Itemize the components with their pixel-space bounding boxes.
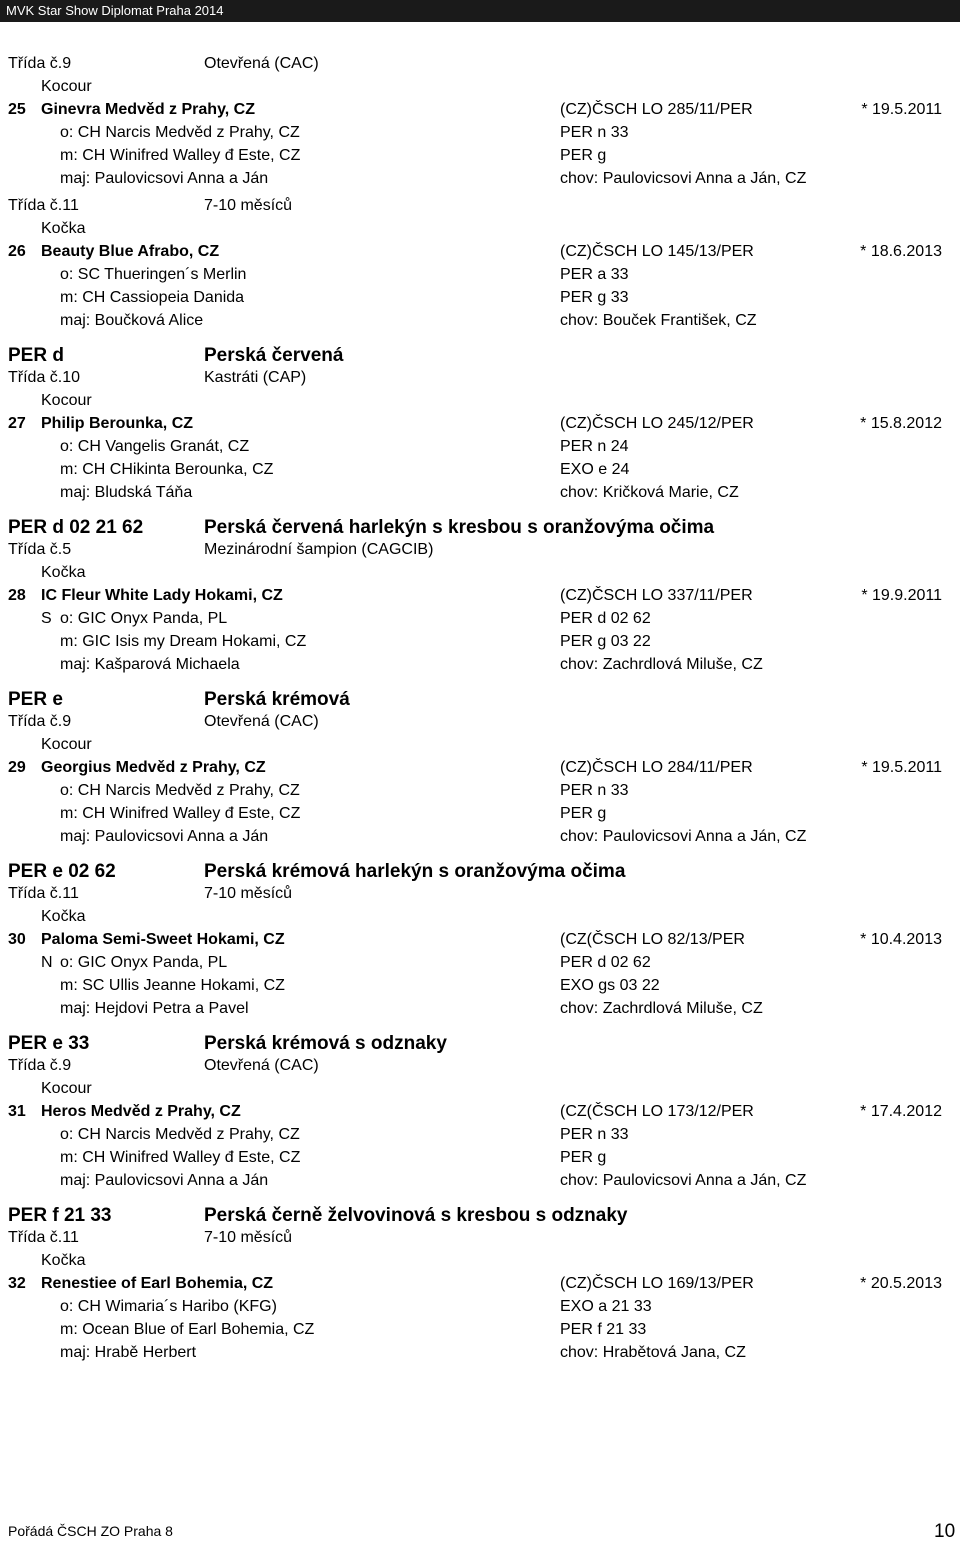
mother-row	[0, 802, 960, 825]
sex-row	[0, 1249, 960, 1272]
mother: m: CH Winifred Walley đ Este, CZ	[60, 1149, 301, 1166]
class-number: Třída č.5	[8, 541, 72, 558]
birth-date: * 15.8.2012	[860, 415, 942, 432]
father-ems: PER n 24	[560, 438, 629, 455]
cat-name: Heros Medvěd z Prahy, CZ	[41, 1103, 241, 1120]
cat-name: Ginevra Medvěd z Prahy, CZ	[41, 101, 255, 118]
class-row	[0, 1226, 960, 1249]
owner-row	[0, 1341, 960, 1364]
category-name: Perská krémová s odznaky	[204, 1033, 447, 1054]
father: o: SC Thueringen´s Merlin	[60, 266, 247, 283]
entry-row	[0, 1100, 960, 1123]
mother-row	[0, 974, 960, 997]
birth-date: * 19.5.2011	[861, 759, 942, 776]
class-name: Kastráti (CAP)	[204, 369, 307, 386]
father: o: GIC Onyx Panda, PL	[60, 954, 228, 971]
registration-number: (CZ)ČSCH LO 245/12/PER	[560, 415, 754, 432]
sex-row	[0, 1077, 960, 1100]
mother: m: SC Ullis Jeanne Hokami, CZ	[60, 977, 285, 994]
class-number: Třída č.9	[8, 713, 72, 730]
owner-row	[0, 825, 960, 848]
father-row	[0, 263, 960, 286]
cat-name: Georgius Medvěd z Prahy, CZ	[41, 759, 266, 776]
birth-date: * 18.6.2013	[860, 243, 942, 260]
mother-ems: PER g	[560, 805, 607, 822]
mother-row	[0, 286, 960, 309]
category-code: PER f 21 33	[8, 1205, 112, 1226]
category-code: PER e	[8, 689, 63, 710]
class-number: Třída č.9	[8, 55, 72, 72]
mother: m: CH CHikinta Berounka, CZ	[60, 461, 274, 478]
sex-label: Kočka	[41, 220, 86, 237]
entry-row	[0, 1272, 960, 1295]
father-ems: PER n 33	[560, 782, 629, 799]
entry-number: 25	[8, 101, 26, 118]
entry-row	[0, 240, 960, 263]
class-number: Třída č.11	[8, 1229, 79, 1246]
sex-row	[0, 217, 960, 240]
cat-name: Renestiee of Earl Bohemia, CZ	[41, 1275, 274, 1292]
father: o: CH Narcis Medvěd z Prahy, CZ	[60, 782, 300, 799]
sex-label: Kocour	[41, 1080, 92, 1097]
breeder: chov: Paulovicsovi Anna a Ján, CZ	[560, 1172, 807, 1189]
entry-row	[0, 412, 960, 435]
class-row	[0, 710, 960, 733]
mother-row	[0, 144, 960, 167]
entry-row	[0, 756, 960, 779]
page-number: 10	[934, 1521, 956, 1542]
category-name: Perská červená harlekýn s kresbou s oranžovýma očima	[204, 517, 715, 538]
class-name: 7-10 měsíců	[204, 1229, 293, 1246]
father: o: GIC Onyx Panda, PL	[60, 610, 228, 627]
sex-label: Kočka	[41, 564, 86, 581]
birth-date: * 10.4.2013	[860, 931, 942, 948]
category-code: PER e 02 62	[8, 861, 116, 882]
class-row	[0, 366, 960, 389]
entry-flag: S	[41, 610, 52, 627]
owner-row	[0, 481, 960, 504]
class-name: Otevřená (CAC)	[204, 55, 319, 72]
breeder: chov: Hrabětová Jana, CZ	[560, 1344, 746, 1361]
class-row	[0, 1054, 960, 1077]
father: o: CH Vangelis Granát, CZ	[60, 438, 250, 455]
sex-row	[0, 733, 960, 756]
registration-number: (CZ)ČSCH LO 169/13/PER	[560, 1275, 754, 1292]
sex-label: Kocour	[41, 392, 92, 409]
registration-number: (CZ)ČSCH LO 285/11/PER	[560, 101, 753, 118]
mother-ems: PER g	[560, 1149, 607, 1166]
class-name: 7-10 měsíců	[204, 885, 293, 902]
owner: maj: Kašparová Michaela	[60, 656, 240, 673]
owner-row	[0, 1169, 960, 1192]
breeder: chov: Bouček František, CZ	[560, 312, 757, 329]
owner: maj: Paulovicsovi Anna a Ján	[60, 1172, 269, 1189]
mother: m: CH Winifred Walley đ Este, CZ	[60, 805, 301, 822]
owner: maj: Paulovicsovi Anna a Ján	[60, 170, 269, 187]
registration-number: (CZ(ČSCH LO 173/12/PER	[560, 1103, 754, 1120]
class-row	[0, 52, 960, 75]
birth-date: * 19.5.2011	[861, 101, 942, 118]
mother: m: CH Cassiopeia Danida	[60, 289, 245, 306]
entry-number: 26	[8, 243, 26, 260]
class-row	[0, 882, 960, 905]
mother: m: CH Winifred Walley đ Este, CZ	[60, 147, 301, 164]
father-row	[0, 951, 960, 974]
category-code: PER d	[8, 345, 64, 366]
owner: maj: Hejdovi Petra a Pavel	[60, 1000, 249, 1017]
entry-number: 29	[8, 759, 26, 776]
cat-name: Beauty Blue Afrabo, CZ	[41, 243, 220, 260]
page-header	[0, 0, 960, 22]
father-row	[0, 1295, 960, 1318]
father: o: CH Narcis Medvěd z Prahy, CZ	[60, 124, 300, 141]
class-row	[0, 538, 960, 561]
owner-row	[0, 653, 960, 676]
owner-row	[0, 997, 960, 1020]
father: o: CH Narcis Medvěd z Prahy, CZ	[60, 1126, 300, 1143]
owner: maj: Hrabě Herbert	[60, 1344, 197, 1361]
class-number: Třída č.11	[8, 197, 79, 214]
mother-row	[0, 1318, 960, 1341]
class-name: Otevřená (CAC)	[204, 713, 319, 730]
entry-number: 28	[8, 587, 26, 604]
sex-row	[0, 905, 960, 928]
category-code: PER d 02 21 62	[8, 517, 144, 538]
cat-name: Philip Berounka, CZ	[41, 415, 194, 432]
owner: maj: Boučková Alice	[60, 312, 204, 329]
entry-row	[0, 928, 960, 951]
category-name: Perská černě želvovinová s kresbou s odznaky	[204, 1205, 628, 1226]
registration-number: (CZ)ČSCH LO 337/11/PER	[560, 587, 753, 604]
entry-row	[0, 584, 960, 607]
breeder: chov: Kričková Marie, CZ	[560, 484, 739, 501]
father-ems: PER n 33	[560, 124, 629, 141]
mother-row	[0, 458, 960, 481]
father-row	[0, 1123, 960, 1146]
mother-row	[0, 630, 960, 653]
birth-date: * 19.9.2011	[861, 587, 942, 604]
entry-number: 31	[8, 1103, 26, 1120]
mother-ems: PER g	[560, 147, 607, 164]
entry-number: 30	[8, 931, 26, 948]
cat-name: IC Fleur White Lady Hokami, CZ	[41, 587, 283, 604]
entry-number: 32	[8, 1275, 26, 1292]
entry-flag: N	[41, 954, 53, 971]
class-name: Otevřená (CAC)	[204, 1057, 319, 1074]
father-ems: PER d 02 62	[560, 610, 651, 627]
mother-ems: PER g 33	[560, 289, 629, 306]
birth-date: * 17.4.2012	[860, 1103, 942, 1120]
sex-label: Kocour	[41, 78, 92, 95]
breeder: chov: Paulovicsovi Anna a Ján, CZ	[560, 170, 807, 187]
birth-date: * 20.5.2013	[860, 1275, 942, 1292]
class-number: Třída č.9	[8, 1057, 72, 1074]
mother-ems: EXO gs 03 22	[560, 977, 660, 994]
mother: m: GIC Isis my Dream Hokami, CZ	[60, 633, 307, 650]
owner-row	[0, 167, 960, 190]
owner: maj: Bludská Táňa	[60, 484, 193, 501]
father-ems: PER d 02 62	[560, 954, 651, 971]
breeder: chov: Zachrdlová Miluše, CZ	[560, 656, 763, 673]
sex-label: Kocour	[41, 736, 92, 753]
father-row	[0, 779, 960, 802]
breeder: chov: Paulovicsovi Anna a Ján, CZ	[560, 828, 807, 845]
owner-row	[0, 309, 960, 332]
footer-text: Pořádá ČSCH ZO Praha 8	[8, 1523, 173, 1539]
sex-label: Kočka	[41, 1252, 86, 1269]
registration-number: (CZ(ČSCH LO 82/13/PER	[560, 931, 745, 948]
category-name: Perská krémová harlekýn s oranžovýma očima	[204, 861, 626, 882]
breeder: chov: Zachrdlová Miluše, CZ	[560, 1000, 763, 1017]
sex-row	[0, 389, 960, 412]
class-name: Mezinárodní šampion (CAGCIB)	[204, 541, 434, 558]
registration-number: (CZ)ČSCH LO 284/11/PER	[560, 759, 753, 776]
class-name: 7-10 měsíců	[204, 197, 293, 214]
sex-row	[0, 75, 960, 98]
category-code: PER e 33	[8, 1033, 90, 1054]
mother-ems: EXO e 24	[560, 461, 630, 478]
entry-number: 27	[8, 415, 26, 432]
class-number: Třída č.11	[8, 885, 79, 902]
father-ems: PER a 33	[560, 266, 629, 283]
mother: m: Ocean Blue of Earl Bohemia, CZ	[60, 1321, 315, 1338]
class-number: Třída č.10	[8, 369, 81, 386]
cat-name: Paloma Semi-Sweet Hokami, CZ	[41, 931, 285, 948]
category-name: Perská krémová	[204, 689, 350, 710]
header-title: MVK Star Show Diplomat Praha 2014	[6, 3, 224, 18]
father-ems: EXO a 21 33	[560, 1298, 652, 1315]
entry-row	[0, 98, 960, 121]
mother-ems: PER g 03 22	[560, 633, 651, 650]
owner: maj: Paulovicsovi Anna a Ján	[60, 828, 269, 845]
mother-ems: PER f 21 33	[560, 1321, 647, 1338]
mother-row	[0, 1146, 960, 1169]
sex-row	[0, 561, 960, 584]
father-row	[0, 435, 960, 458]
father-row	[0, 121, 960, 144]
father-row	[0, 607, 960, 630]
registration-number: (CZ)ČSCH LO 145/13/PER	[560, 243, 754, 260]
class-row	[0, 194, 960, 217]
category-name: Perská červená	[204, 345, 344, 366]
father-ems: PER n 33	[560, 1126, 629, 1143]
sex-label: Kočka	[41, 908, 86, 925]
father: o: CH Wimaria´s Haribo (KFG)	[60, 1298, 277, 1315]
